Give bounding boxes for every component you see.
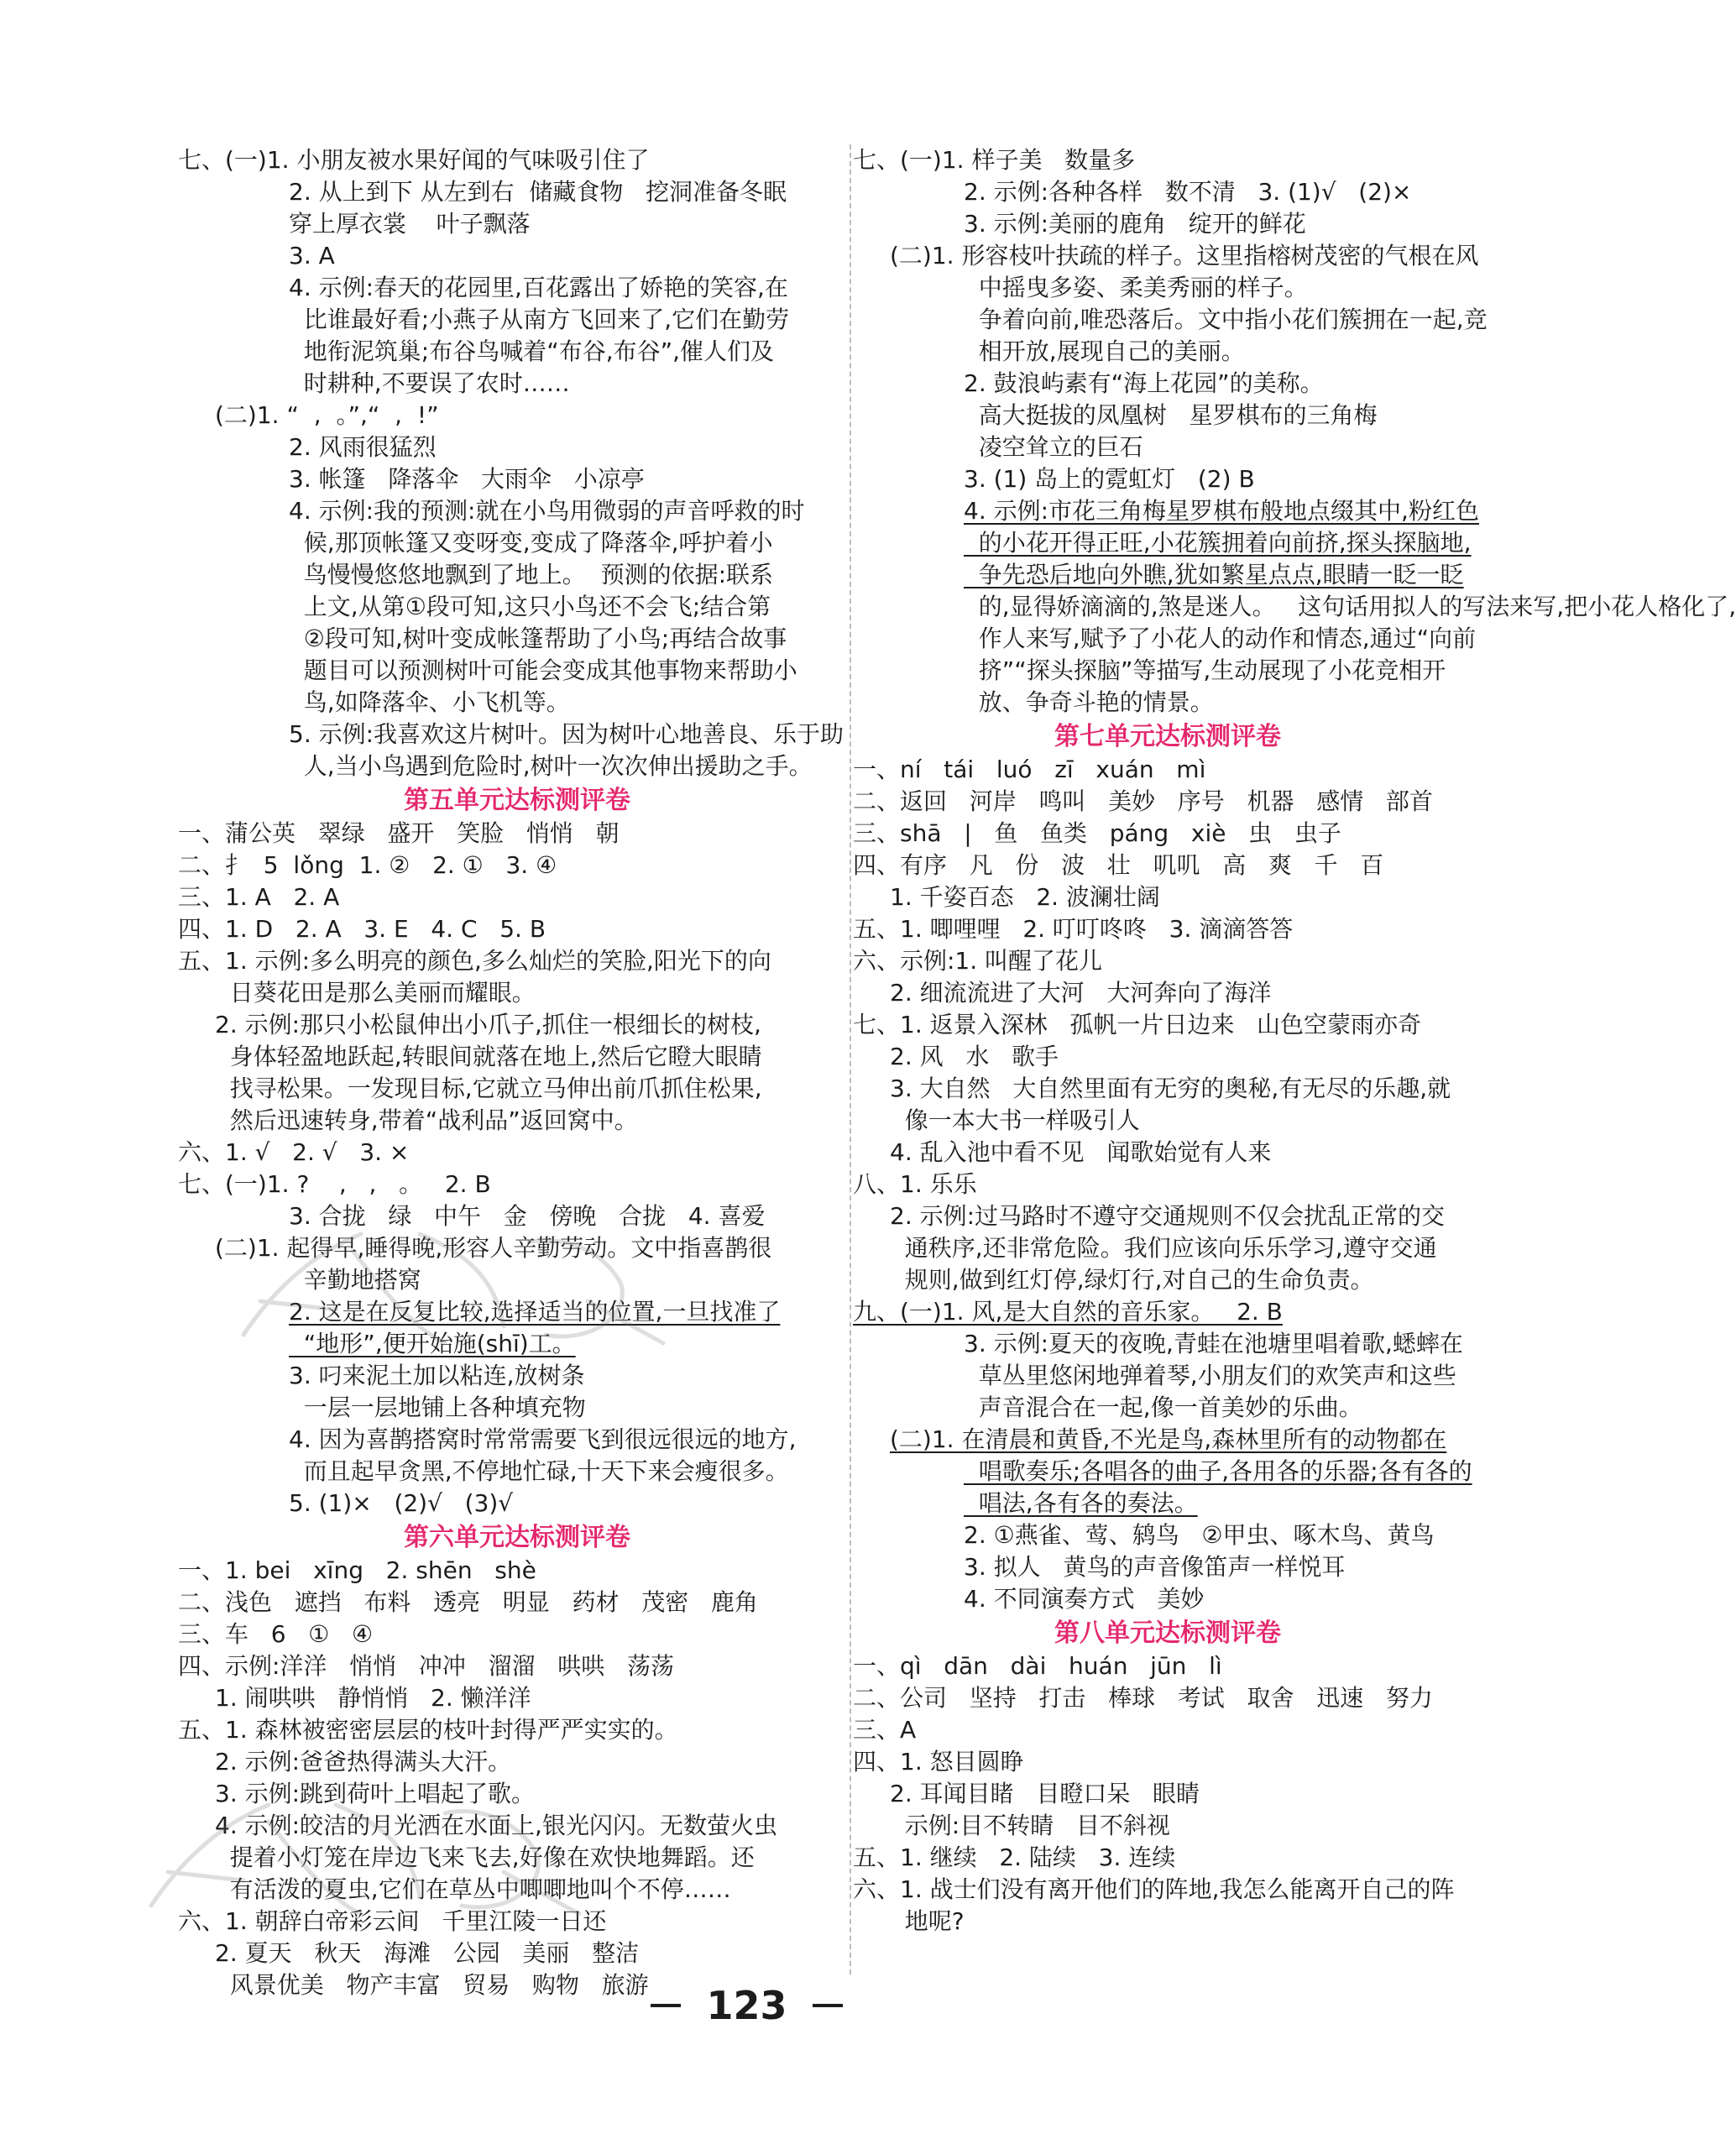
answer-line: 一、ní tái luó zī xuán mì <box>853 756 1206 783</box>
answer-line: 4. 不同演奏方式 美妙 <box>964 1585 1205 1613</box>
answer-line: 2. 耳闻目睹 目瞪口呆 眼睛 <box>890 1780 1200 1807</box>
section-title: 第六单元达标测评卷 <box>404 1523 630 1552</box>
answer-line: 比谁最好看;小燕子从南方飞回来了,它们在勤劳 <box>289 306 790 333</box>
answer-line: 示例:目不转睛 目不斜视 <box>890 1812 1170 1839</box>
answer-line: 草丛里悠闲地弹着琴,小朋友们的欢笑声和这些 <box>964 1362 1456 1389</box>
answer-line: 3. 叼来泥土加以粘连,放树条 <box>289 1362 585 1389</box>
answer-line: (二)1. “ , 。”,“ , !” <box>215 401 439 429</box>
answer-line: 日葵花田是那么美丽而耀眼。 <box>215 979 536 1007</box>
answer-line: (二)1. 起得早,睡得晚,形容人辛勤劳动。文中指喜鹊很 <box>215 1234 772 1262</box>
answer-line: 2. 这是在反复比较,选择适当的位置,一旦找准了 <box>289 1298 781 1326</box>
answer-line: 四、1. 怒目圆睁 <box>853 1748 1024 1776</box>
answer-line: 的,显得娇滴滴的,煞是迷人。 这句话用拟人的写法来写,把小花人格化了, <box>964 593 1736 620</box>
answer-line: 三、shā | 鱼 鱼类 páng xiè 虫 虫子 <box>853 819 1341 847</box>
answer-line: 三、A <box>853 1716 917 1744</box>
answer-line: 地呢? <box>890 1907 965 1935</box>
answer-line: 中摇曳多姿、柔美秀丽的样子。 <box>964 274 1308 301</box>
answer-line: 题目可以预测树叶可能会变成其他事物来帮助小 <box>289 656 797 684</box>
answer-line: ②段可知,树叶变成帐篷帮助了小鸟;再结合故事 <box>289 625 787 652</box>
answer-line: 六、1. 战士们没有离开他们的阵地,我怎么能离开自己的阵 <box>853 1875 1455 1903</box>
answer-line: 2. 风雨很猛烈 <box>289 433 437 461</box>
answer-line: (二)1. 在清晨和黄昏,不光是鸟,森林里所有的动物都在 <box>890 1425 1447 1453</box>
answer-line: 相开放,展现自己的美丽。 <box>964 337 1245 365</box>
answer-line: 2. 夏天 秋天 海滩 公园 美丽 整洁 <box>215 1939 640 1967</box>
answer-line: 五、1. 继续 2. 陆续 3. 连续 <box>853 1844 1176 1871</box>
answer-line: 高大挺拔的凤凰树 星罗棋布的三角梅 <box>964 401 1378 429</box>
answer-line: 4. 因为喜鹊搭窝时常常需要飞到很远很远的地方, <box>289 1425 797 1453</box>
answer-line: 然后迅速转身,带着“战利品”返回窝中。 <box>215 1106 638 1134</box>
answer-line: 五、1. 示例:多么明亮的颜色,多么灿烂的笑脸,阳光下的向 <box>178 947 771 975</box>
answer-line: 三、车 6 ① ④ <box>178 1620 374 1648</box>
answer-line: 唱歌奏乐;各唱各的曲子,各用各的乐器;各有各的 <box>964 1457 1472 1485</box>
answer-line: 六、1. √ 2. √ 3. × <box>178 1138 410 1166</box>
answer-line: 1. 千姿百态 2. 波澜壮阔 <box>890 883 1160 911</box>
answer-line: 4. 示例:皎洁的月光洒在水面上,银光闪闪。无数萤火虫 <box>215 1812 777 1839</box>
answer-line: 2. 鼓浪屿素有“海上花园”的美称。 <box>964 369 1324 397</box>
answer-line: 找寻松果。一发现目标,它就立马伸出前爪抓住松果, <box>215 1075 762 1102</box>
section-title: 第五单元达标测评卷 <box>404 786 630 815</box>
answer-line: 1. 闹哄哄 静悄悄 2. 懒洋洋 <box>215 1684 531 1712</box>
answer-line: 作人来写,赋予了小花人的动作和情态,通过“向前 <box>964 625 1477 652</box>
right-answer-column <box>853 144 1736 1938</box>
answer-line: 九、(一)1. 风,是大自然的音乐家。 2. B <box>853 1298 1283 1326</box>
answer-line: 一、1. bei xīng 2. shēn shè <box>178 1556 536 1584</box>
answer-line: 放、争奇斗艳的情景。 <box>964 688 1214 716</box>
answer-line: 2. 从上到下 从左到右 储藏食物 挖洞准备冬眠 <box>289 178 787 206</box>
answer-line: “地形”,便开始施(shī)工。 <box>289 1330 576 1357</box>
answer-line: 3. 示例:跳到荷叶上唱起了歌。 <box>215 1780 536 1807</box>
answer-line: 5. (1)× (2)√ (3)√ <box>289 1489 514 1517</box>
page-number-left-dash <box>651 2004 681 2007</box>
page-number-text: 123 <box>706 1982 787 2028</box>
answer-line: 八、1. 乐乐 <box>853 1170 977 1198</box>
answer-line: 四、有序 凡 份 波 壮 叽叽 高 爽 千 百 <box>853 851 1384 879</box>
section-title: 第八单元达标测评卷 <box>1054 1619 1281 1648</box>
answer-line: 争先恐后地向外瞧,犹如繁星点点,眼睛一眨一眨 <box>964 561 1464 588</box>
answer-line: 七、1. 返景入深林 孤帆一片日边来 山色空蒙雨亦奇 <box>853 1011 1422 1038</box>
answer-line: 一层一层地铺上各种填充物 <box>289 1394 586 1421</box>
answer-line: 身体轻盈地跃起,转眼间就落在地上,然后它瞪大眼睛 <box>215 1043 762 1070</box>
answer-line: 七、(一)1. ? , , 。 2. B <box>178 1170 491 1198</box>
answer-line: 鸟慢慢悠悠地飘到了地上。 预测的依据:联系 <box>289 561 774 588</box>
answer-line: 凌空耸立的巨石 <box>964 433 1143 461</box>
answer-line: 鸟,如降落伞、小飞机等。 <box>289 688 570 716</box>
answer-line: 时耕种,不要误了农时…… <box>289 369 570 397</box>
answer-line: (二)1. 形容枝叶扶疏的样子。这里指榕树茂密的气根在风 <box>890 242 1479 269</box>
left-answer-column <box>178 144 856 2001</box>
answer-line: 一、蒲公英 翠绿 盛开 笑脸 悄悄 朝 <box>178 819 620 847</box>
answer-line: 争着向前,唯恐落后。文中指小花们簇拥在一起,竞 <box>964 306 1488 333</box>
answer-line: 一、qì dān dài huán jūn lì <box>853 1652 1222 1680</box>
answer-line: 3. 拟人 黄鸟的声音像笛声一样悦耳 <box>964 1553 1346 1581</box>
answer-line: 人,当小鸟遇到危险时,树叶一次次伸出援助之手。 <box>289 752 813 780</box>
answer-line: 像一本大书一样吸引人 <box>890 1106 1140 1134</box>
answer-line: 3. 示例:夏天的夜晚,青蛙在池塘里唱着歌,蟋蟀在 <box>964 1330 1463 1357</box>
answer-line: 三、1. A 2. A <box>178 883 340 911</box>
answer-line: 3. 帐篷 降落伞 大雨伞 小凉亭 <box>289 465 645 493</box>
answer-line: 规则,做到红灯停,绿灯行,对自己的生命负责。 <box>890 1266 1374 1294</box>
answer-line: 候,那顶帐篷又变呀变,变成了降落伞,呼护着小 <box>289 529 773 557</box>
answer-line: 辛勤地搭窝 <box>289 1266 421 1294</box>
answer-line: 4. 示例:春天的花园里,百花露出了娇艳的笑容,在 <box>289 274 788 301</box>
answer-line: 2. 细流流进了大河 大河奔向了海洋 <box>890 979 1272 1007</box>
answer-line: 2. 示例:那只小松鼠伸出小爪子,抓住一根细长的树枝, <box>215 1011 761 1038</box>
answer-line: 二、扌 5 lǒng 1. ② 2. ① 3. ④ <box>178 851 557 879</box>
page-number-right-dash <box>813 2004 843 2007</box>
answer-line: 2. 示例:各种各样 数不清 3. (1)√ (2)× <box>964 178 1412 206</box>
column-divider <box>850 144 851 1974</box>
answer-line: 唱法,各有各的奏法。 <box>964 1489 1198 1517</box>
answer-line: 3. A <box>289 242 335 269</box>
answer-line: 有活泼的夏虫,它们在草丛中唧唧地叫个不停…… <box>215 1875 731 1903</box>
answer-line: 二、返回 河岸 鸣叫 美妙 序号 机器 感情 部首 <box>853 787 1433 815</box>
answer-line: 2. ①燕雀、莺、鸫鸟 ②甲虫、啄木鸟、黄鸟 <box>964 1521 1435 1549</box>
answer-line: 五、1. 唧哩哩 2. 叮叮咚咚 3. 滴滴答答 <box>853 915 1294 943</box>
answer-line: 二、公司 坚持 打击 棒球 考试 取舍 迅速 努力 <box>853 1684 1433 1712</box>
answer-line: 2. 风 水 歌手 <box>890 1043 1059 1070</box>
answer-line: 2. 示例:爸爸热得满头大汗。 <box>215 1748 512 1776</box>
answer-line: 风景优美 物产丰富 贸易 购物 旅游 <box>215 1971 649 1999</box>
answer-line: 提着小灯笼在岸边飞来飞去,好像在欢快地舞蹈。还 <box>215 1844 755 1871</box>
answer-line: 穿上厚衣裳 叶子飘落 <box>289 210 531 238</box>
answer-line: 地衔泥筑巢;布谷鸟喊着“布谷,布谷”,催人们及 <box>289 337 775 365</box>
answer-line: 4. 示例:我的预测:就在小鸟用微弱的声音呼救的时 <box>289 497 805 525</box>
answer-line: 通秩序,还非常危险。我们应该向乐乐学习,遵守交通 <box>890 1234 1437 1262</box>
answer-line: 3. 合拢 绿 中午 金 傍晚 合拢 4. 喜爱 <box>289 1202 766 1230</box>
answer-line: 4. 示例:市花三角梅星罗棋布般地点缀其中,粉红色 <box>964 497 1479 525</box>
answer-line: 六、1. 朝辞白帝彩云间 千里江陵一日还 <box>178 1907 607 1935</box>
answer-line: 声音混合在一起,像一首美妙的乐曲。 <box>964 1394 1362 1421</box>
answer-line: 五、1. 森林被密密层层的枝叶封得严严实实的。 <box>178 1716 678 1744</box>
page-number <box>0 1979 1493 2028</box>
answer-line: 的小花开得正旺,小花簇拥着向前挤,探头探脑地, <box>964 529 1472 557</box>
answer-line: 二、浅色 遮挡 布料 透亮 明显 药材 茂密 鹿角 <box>178 1588 758 1616</box>
answer-line: 2. 示例:过马路时不遵守交通规则不仅会扰乱正常的交 <box>890 1202 1446 1230</box>
answer-line: 七、(一)1. 样子美 数量多 <box>853 146 1136 174</box>
answer-line: 四、1. D 2. A 3. E 4. C 5. B <box>178 915 546 943</box>
answer-line: 5. 示例:我喜欢这片树叶。因为树叶心地善良、乐于助 <box>289 720 844 748</box>
answer-line: 四、示例:洋洋 悄悄 冲冲 溜溜 哄哄 荡荡 <box>178 1652 674 1680</box>
answer-line: 4. 乱入池中看不见 闻歌始觉有人来 <box>890 1138 1272 1166</box>
answer-line: 上文,从第①段可知,这只小鸟还不会飞;结合第 <box>289 593 771 620</box>
answer-line: 七、(一)1. 小朋友被水果好闻的气味吸引住了 <box>178 146 650 174</box>
answer-line: 挤”“探头探脑”等描写,生动展现了小花竞相开 <box>964 656 1446 684</box>
answer-line: 而且起早贪黑,不停地忙碌,十天下来会瘦很多。 <box>289 1457 789 1485</box>
answer-line: 3. 大自然 大自然里面有无穷的奥秘,有无尽的乐趣,就 <box>890 1075 1451 1102</box>
answer-line: 六、示例:1. 叫醒了花儿 <box>853 947 1103 975</box>
answer-line: 3. 示例:美丽的鹿角 绽开的鲜花 <box>964 210 1306 238</box>
answer-line: 3. (1) 岛上的霓虹灯 (2) B <box>964 465 1255 493</box>
section-title: 第七单元达标测评卷 <box>1054 722 1281 751</box>
